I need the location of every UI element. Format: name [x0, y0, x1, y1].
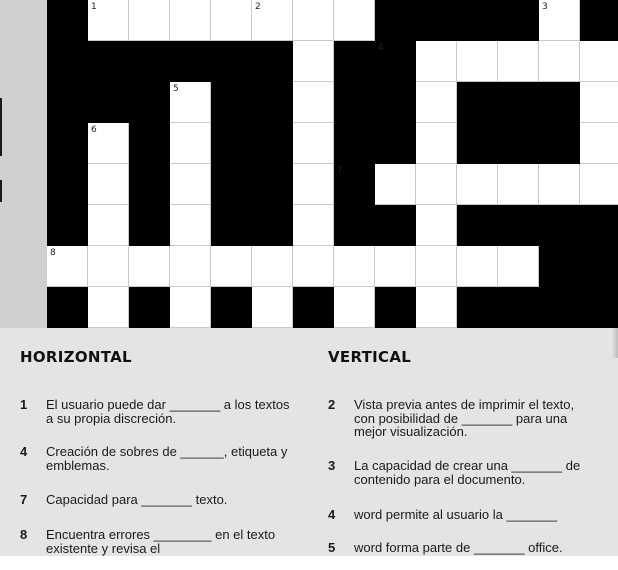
grid-block	[211, 82, 252, 123]
grid-block	[293, 287, 334, 328]
grid-block	[47, 164, 88, 205]
grid-block	[457, 0, 498, 41]
cell-number: 3	[542, 2, 548, 12]
grid-cell[interactable]	[580, 82, 618, 123]
clue-number: 8	[20, 527, 28, 542]
grid-cell[interactable]	[334, 287, 375, 328]
grid-cell[interactable]	[416, 41, 457, 82]
grid-cell[interactable]	[293, 0, 334, 41]
grid-block	[539, 123, 580, 164]
grid-cell[interactable]	[416, 246, 457, 287]
clue-down-2	[328, 398, 598, 439]
clue-down-3	[328, 459, 598, 486]
vertical-heading: VERTICAL	[328, 348, 412, 366]
grid-block	[498, 0, 539, 41]
grid-block	[211, 41, 252, 82]
grid-cell[interactable]	[334, 246, 375, 287]
grid-cell[interactable]	[170, 82, 211, 123]
grid-cell[interactable]	[47, 246, 88, 287]
grid-cell[interactable]	[88, 164, 129, 205]
grid-block	[129, 123, 170, 164]
grid-cell[interactable]	[170, 205, 211, 246]
grid-cell[interactable]	[580, 123, 618, 164]
clue-text: Encuentra errores ________ en el texto existente y revisa el	[46, 527, 276, 556]
crossword-grid	[47, 0, 618, 328]
horizontal-heading: HORIZONTAL	[20, 348, 132, 366]
grid-block	[252, 205, 293, 246]
grid-block	[375, 205, 416, 246]
clue-down-4	[328, 508, 598, 522]
grid-cell[interactable]	[416, 205, 457, 246]
grid-block	[375, 41, 416, 82]
clue-across-7	[20, 493, 290, 507]
grid-block	[252, 41, 293, 82]
grid-cell[interactable]	[457, 164, 498, 205]
margin-tick	[0, 98, 2, 156]
clue-number: 1	[20, 397, 28, 412]
grid-block	[47, 82, 88, 123]
grid-block	[498, 123, 539, 164]
grid-block	[47, 0, 88, 41]
grid-block	[457, 287, 498, 328]
grid-block	[375, 287, 416, 328]
grid-cell[interactable]	[293, 246, 334, 287]
grid-block	[457, 123, 498, 164]
grid-cell[interactable]	[457, 41, 498, 82]
grid-cell[interactable]	[170, 164, 211, 205]
cell-number: 5	[173, 84, 179, 94]
grid-cell[interactable]	[416, 82, 457, 123]
clue-number: 3	[328, 458, 336, 473]
grid-block	[580, 0, 618, 41]
grid-cell[interactable]	[416, 123, 457, 164]
clue-across-4	[20, 445, 290, 472]
grid-cell[interactable]	[170, 287, 211, 328]
grid-block	[580, 287, 618, 328]
cell-number: 8	[50, 248, 56, 258]
grid-cell[interactable]	[539, 0, 580, 41]
grid-cell[interactable]	[129, 246, 170, 287]
clue-number: 2	[328, 397, 336, 412]
clue-text: word forma parte de _______ office.	[354, 540, 563, 555]
grid-cell[interactable]	[293, 82, 334, 123]
grid-cell[interactable]	[252, 0, 293, 41]
grid-block	[457, 205, 498, 246]
grid-block	[334, 41, 375, 82]
grid-block	[88, 82, 129, 123]
clue-text: Creación de sobres de ______, etiqueta y emblemas.	[46, 444, 288, 473]
grid-cell[interactable]	[211, 246, 252, 287]
grid-cell[interactable]	[539, 41, 580, 82]
cell-number: 1	[91, 2, 97, 12]
grid-block	[47, 123, 88, 164]
cell-number: 2	[255, 2, 261, 12]
clue-text: El usuario puede dar _______ a los textos a su propia discreción.	[46, 397, 290, 426]
grid-cell[interactable]	[498, 246, 539, 287]
grid-cell[interactable]	[293, 123, 334, 164]
clue-text: La capacidad de crear una _______ de contenido para el documento.	[354, 458, 581, 487]
grid-cell[interactable]	[334, 0, 375, 41]
grid-cell[interactable]	[498, 164, 539, 205]
grid-cell[interactable]	[170, 123, 211, 164]
grid-block	[539, 246, 580, 287]
grid-block	[375, 82, 416, 123]
grid-block	[47, 205, 88, 246]
bottom-strip	[0, 556, 618, 570]
clue-number: 4	[20, 444, 28, 459]
grid-cell[interactable]	[88, 205, 129, 246]
grid-block	[375, 0, 416, 41]
clue-number: 4	[328, 507, 336, 522]
grid-block	[334, 164, 375, 205]
grid-cell[interactable]	[129, 0, 170, 41]
grid-cell[interactable]	[170, 0, 211, 41]
grid-block	[416, 0, 457, 41]
grid-cell[interactable]	[580, 164, 618, 205]
grid-block	[498, 82, 539, 123]
grid-block	[211, 287, 252, 328]
grid-cell[interactable]	[539, 164, 580, 205]
grid-cell[interactable]	[416, 164, 457, 205]
cell-number: 4	[378, 43, 384, 53]
clue-panel	[0, 328, 618, 556]
grid-block	[334, 123, 375, 164]
grid-block	[252, 82, 293, 123]
clue-across-1	[20, 398, 290, 425]
grid-cell[interactable]	[88, 287, 129, 328]
grid-block	[252, 123, 293, 164]
grid-cell[interactable]	[170, 246, 211, 287]
grid-block	[498, 205, 539, 246]
grid-block	[252, 164, 293, 205]
grid-block	[375, 123, 416, 164]
grid-cell[interactable]	[88, 123, 129, 164]
grid-block	[129, 205, 170, 246]
left-margin-strip	[0, 0, 47, 328]
grid-block	[580, 205, 618, 246]
margin-tick	[0, 180, 2, 202]
panel-shadow	[612, 328, 618, 358]
grid-block	[334, 82, 375, 123]
grid-cell[interactable]	[252, 246, 293, 287]
grid-block	[539, 82, 580, 123]
grid-cell[interactable]	[375, 164, 416, 205]
grid-cell[interactable]	[416, 287, 457, 328]
grid-cell[interactable]	[293, 164, 334, 205]
cell-number: 7	[337, 166, 343, 176]
grid-block	[211, 164, 252, 205]
clue-text: Vista previa antes de imprimir el texto, con posibilidad de _______ para una mejor visualización.	[354, 397, 575, 439]
grid-cell[interactable]	[293, 205, 334, 246]
grid-cell[interactable]	[211, 0, 252, 41]
grid-cell[interactable]	[88, 0, 129, 41]
grid-block	[47, 41, 88, 82]
grid-block	[47, 287, 88, 328]
grid-cell[interactable]	[457, 246, 498, 287]
grid-cell[interactable]	[88, 246, 129, 287]
grid-block	[334, 205, 375, 246]
grid-cell[interactable]	[252, 287, 293, 328]
clue-number: 7	[20, 492, 28, 507]
clue-down-5	[328, 541, 598, 555]
grid-cell[interactable]	[293, 41, 334, 82]
cell-number: 6	[91, 125, 97, 135]
grid-cell[interactable]	[580, 41, 618, 82]
clue-number: 5	[328, 540, 336, 555]
clue-text: word permite al usuario la _______	[354, 507, 558, 522]
grid-block	[211, 205, 252, 246]
grid-block	[498, 287, 539, 328]
grid-block	[539, 287, 580, 328]
grid-block	[129, 82, 170, 123]
grid-block	[580, 246, 618, 287]
clue-text: Capacidad para _______ texto.	[46, 492, 228, 507]
grid-cell[interactable]	[375, 246, 416, 287]
grid-block	[170, 41, 211, 82]
grid-block	[129, 164, 170, 205]
grid-cell[interactable]	[498, 41, 539, 82]
grid-block	[88, 41, 129, 82]
grid-block	[129, 287, 170, 328]
grid-block	[129, 41, 170, 82]
grid-block	[539, 205, 580, 246]
clue-across-8	[20, 528, 290, 555]
grid-block	[211, 123, 252, 164]
grid-block	[457, 82, 498, 123]
